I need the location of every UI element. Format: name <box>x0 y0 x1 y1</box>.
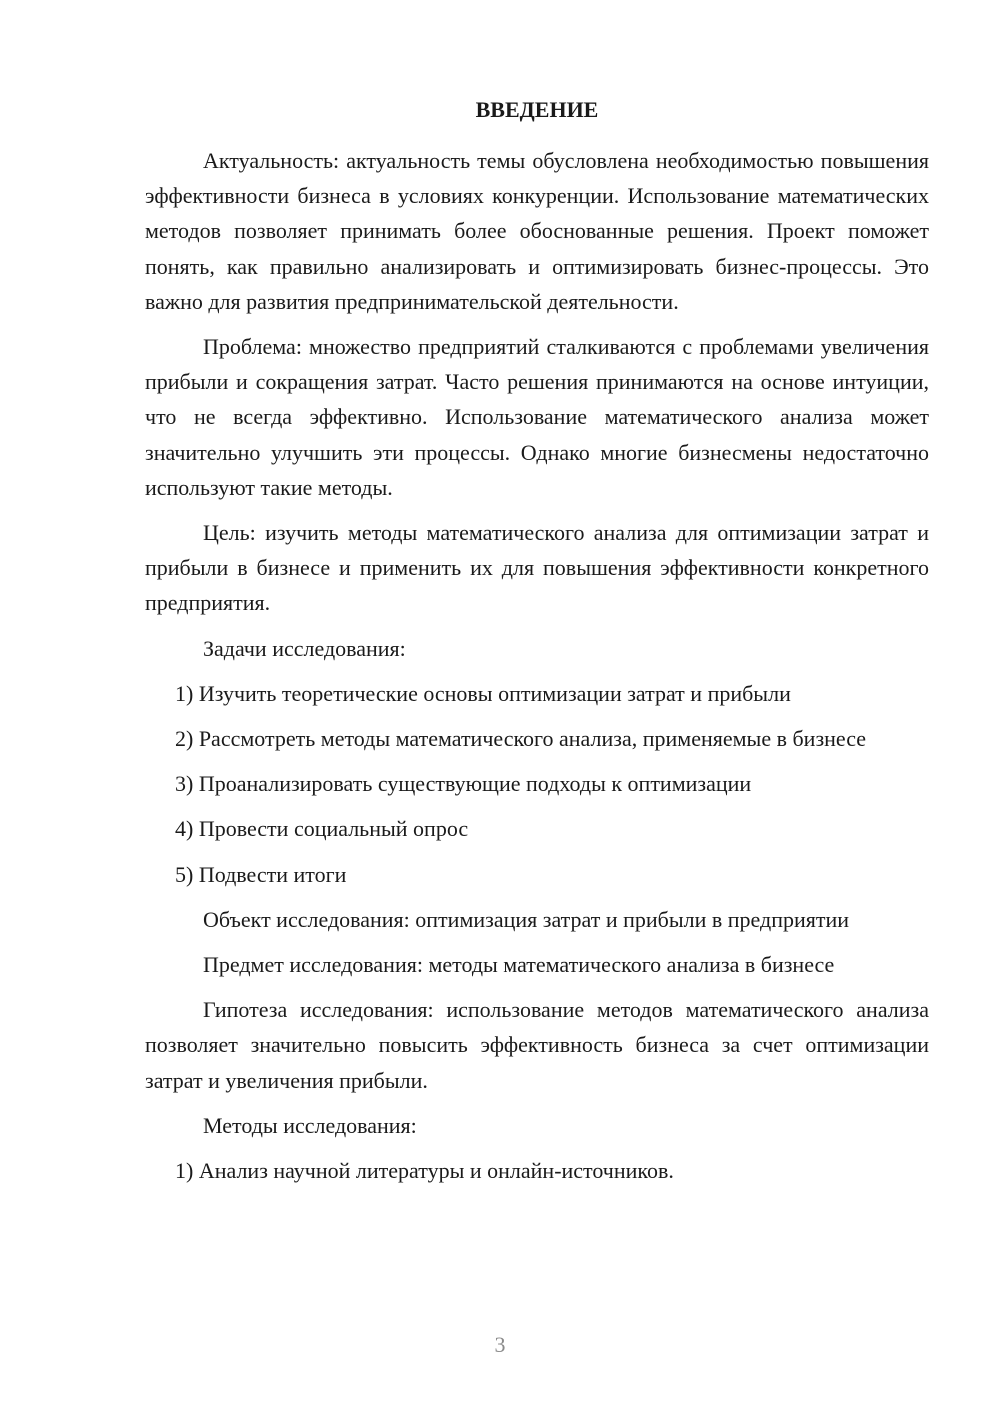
page-number: 3 <box>494 1332 506 1357</box>
task-item: 3) Проанализировать существующие подходы к оптимизации <box>175 771 752 797</box>
relevance-paragraph: Актуальность: актуальность темы обусловлена необходимостью повышения эффективности бизнеса в условиях конкуренции. Использование математических методов позволяет принимать более обоснованные решения. Проект поможет понять, как правильно анализировать и оптимизировать бизнес-процессы. Это важно для развития предпринимательской деятельности. <box>145 148 929 314</box>
subject-paragraph: Предмет исследования: методы математического анализа в бизнесе <box>203 952 835 978</box>
problem-paragraph: Проблема: множество предприятий сталкиваются с проблемами увеличения прибыли и сокращения затрат. Часто решения принимаются на основе интуиции, что не всегда эффективно. Использование математического анализа может значительно улучшить эти процессы. Однако многие бизнесмены недостаточно используют такие методы. <box>145 334 929 500</box>
goal-paragraph: Цель: изучить методы математического анализа для оптимизации затрат и прибыли в бизнесе и применить их для повышения эффективности конкретного предприятия. <box>145 520 929 616</box>
task-item: 4) Провести социальный опрос <box>175 816 469 842</box>
page-title: ВВЕДЕНИЕ <box>475 97 599 122</box>
methods-list <box>145 1153 929 1188</box>
hypothesis-paragraph: Гипотеза исследования: использование методов математического анализа позволяет значительно повысить эффективность бизнеса за счет оптимизации затрат и увеличения прибыли. <box>145 997 929 1093</box>
task-item: 5) Подвести итоги <box>175 861 347 887</box>
task-item: 2) Рассмотреть методы математического анализа, применяемые в бизнесе <box>175 726 867 752</box>
tasks-heading: Задачи исследования: <box>203 635 406 661</box>
task-item: 1) Изучить теоретические основы оптимизации затрат и прибыли <box>175 680 791 706</box>
object-paragraph: Объект исследования: оптимизация затрат и прибыли в предприятии <box>203 906 850 932</box>
methods-heading: Методы исследования: <box>203 1112 417 1138</box>
method-item: 1) Анализ научной литературы и онлайн-источников. <box>175 1158 674 1184</box>
document-page <box>145 92 929 1198</box>
tasks-list <box>145 676 929 892</box>
